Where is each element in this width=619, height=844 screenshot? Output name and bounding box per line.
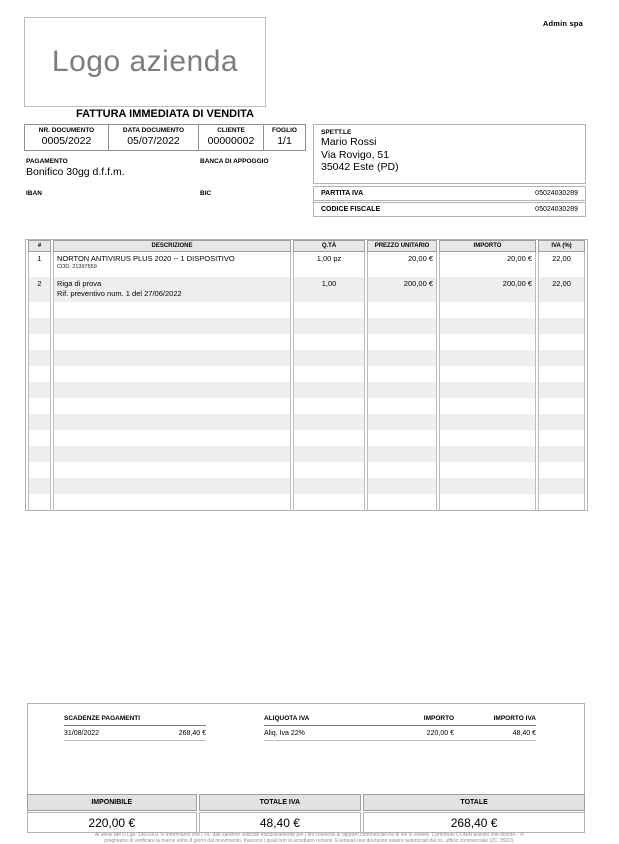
vat-base-value: 220,00 € — [426, 730, 454, 737]
vat-base-header: IMPORTO — [423, 715, 454, 722]
item-description: Riga di prova — [57, 279, 102, 288]
client-code-value: 00000002 — [207, 135, 255, 147]
vat-summary-row — [264, 726, 536, 741]
legal-footer-line2: preghiamo di verificare la merce entro 8 giorni dal ricevimento, trascorsi i quali non si accettano reclami. Eventuali resi dovranno essere autorizzati dal ns. ufficio commerciale (ZC 78/22). — [104, 837, 515, 844]
doc-date-label: DATA DOCUMENTO — [122, 127, 185, 134]
totals-block — [27, 794, 585, 833]
codice-fiscale-value: 05024030289 — [535, 206, 578, 213]
iban-field — [26, 190, 42, 198]
empty-item-row — [28, 366, 585, 382]
grand-total-value: 268,40 € — [363, 812, 585, 833]
due-amount: 268,40 € — [178, 730, 206, 737]
client-code-label: CLIENTE — [217, 127, 245, 134]
payment-schedule-title: SCADENZE PAGAMENTI — [64, 715, 141, 722]
items-table-wrap — [25, 239, 586, 511]
item-description-note: Rif. preventivo num. 1 del 27/06/2022 — [57, 288, 182, 298]
payment-method-label: PAGAMENTO — [26, 158, 68, 165]
vat-total-label: TOTALE IVA — [199, 794, 362, 811]
empty-item-row — [28, 382, 585, 398]
col-header-num: # — [28, 240, 51, 252]
item-amount: 200,00 € — [439, 277, 536, 302]
col-header-vat: IVA (%) — [538, 240, 585, 252]
items-header-row — [28, 240, 585, 252]
empty-item-row — [28, 446, 585, 462]
partita-iva-label: PARTITA IVA — [321, 190, 364, 197]
taxable-total-value: 220,00 € — [27, 812, 197, 833]
page-folio-value: 1/1 — [277, 135, 292, 147]
recipient-box — [313, 124, 586, 184]
items-table-body — [28, 252, 585, 510]
payment-schedule-row — [64, 726, 206, 741]
grand-total-label: TOTALE — [363, 794, 585, 811]
empty-item-row — [28, 478, 585, 494]
doc-number-cell — [25, 125, 109, 150]
empty-item-row — [28, 302, 585, 318]
doc-number-value: 0005/2022 — [41, 135, 92, 147]
item-vat: 22,00 — [538, 252, 585, 277]
legal-footer-line1: Ai sensi del D.Lgs. 196/2003 Vi informiamo che i Vs. dati saranno utilizzati esclusivamente per i fini connessi ai rapporti commerciali tra di noi in essere. Contributo CONAI assolto ove dovuto - Vi — [95, 832, 524, 838]
item-amount: 20,00 € — [439, 252, 536, 277]
payment-method-field — [26, 158, 125, 178]
company-logo — [24, 17, 266, 107]
logo-placeholder-text: Logo azienda — [51, 45, 239, 78]
vat-amount-value: 48,40 € — [512, 730, 536, 737]
document-info-table — [24, 124, 306, 151]
empty-item-row — [28, 414, 585, 430]
item-num: 2 — [28, 277, 51, 302]
payment-schedule-block — [64, 715, 206, 741]
table-row — [28, 252, 585, 277]
empty-item-row — [28, 318, 585, 334]
codice-fiscale-label: CODICE FISCALE — [321, 206, 381, 213]
item-unit-price: 20,00 € — [367, 252, 437, 277]
col-header-unit-price: PREZZO UNITARIO — [367, 240, 437, 252]
bic-field — [200, 190, 211, 198]
empty-item-row — [28, 334, 585, 350]
summary-box — [27, 703, 585, 833]
recipient-address: Via Rovigo, 51 — [321, 148, 390, 161]
item-qty: 1,00 pz — [293, 252, 365, 277]
item-description-note: COD. 21397559 — [57, 263, 97, 270]
codice-fiscale-row — [313, 202, 586, 217]
page-folio-cell — [264, 125, 305, 150]
partita-iva-value: 05024030289 — [535, 190, 578, 197]
item-unit-price: 200,00 € — [367, 277, 437, 302]
vat-total-value: 48,40 € — [199, 812, 362, 833]
items-table — [25, 239, 588, 511]
col-header-description: DESCRIZIONE — [53, 240, 291, 252]
vat-summary-block — [264, 715, 536, 741]
empty-item-row — [28, 462, 585, 478]
recipient-name: Mario Rossi — [321, 136, 377, 148]
item-vat: 22,00 — [538, 277, 585, 302]
company-name: Admin spa — [542, 19, 583, 28]
vat-summary-header — [264, 715, 536, 726]
legal-footer — [8, 833, 611, 844]
page-folio-label: FOGLIO — [272, 127, 297, 134]
payment-method-value: Bonifico 30gg d.f.f.m. — [26, 166, 125, 178]
empty-item-row — [28, 398, 585, 414]
recipient-label: SPETT.LE — [321, 129, 352, 136]
bank-label: BANCA DI APPOGGIO — [200, 158, 269, 165]
col-header-qty: Q.TÀ — [293, 240, 365, 252]
recipient-city: 35042 Este (PD) — [321, 161, 399, 173]
bic-label: BIC — [200, 190, 212, 197]
item-num: 1 — [28, 252, 51, 277]
vat-rate-name: Aliq. Iva 22% — [264, 730, 305, 737]
doc-number-label: NR. DOCUMENTO — [38, 127, 95, 134]
taxable-total-label: IMPONIBILE — [27, 794, 197, 811]
client-code-cell — [199, 125, 264, 150]
doc-date-value: 05/07/2022 — [127, 135, 180, 147]
empty-item-row — [28, 350, 585, 366]
empty-item-row — [28, 430, 585, 446]
empty-item-row — [28, 494, 585, 510]
item-description: NORTON ANTIVIRUS PLUS 2020 -- 1 DISPOSITIVO — [57, 254, 235, 263]
bank-field — [200, 158, 269, 166]
col-header-amount: IMPORTO — [439, 240, 536, 252]
partita-iva-row — [313, 186, 586, 201]
vat-amount-header: IMPORTO IVA — [493, 715, 536, 722]
item-description-cell — [53, 277, 291, 302]
table-row — [28, 277, 585, 302]
doc-date-cell — [109, 125, 199, 150]
due-date: 31/08/2022 — [64, 730, 100, 737]
item-qty: 1,00 — [293, 277, 365, 302]
item-description-cell — [53, 252, 291, 277]
iban-label: IBAN — [26, 190, 42, 197]
vat-rate-header: ALIQUOTA IVA — [264, 715, 310, 722]
document-title: FATTURA IMMEDIATA DI VENDITA — [75, 108, 255, 120]
